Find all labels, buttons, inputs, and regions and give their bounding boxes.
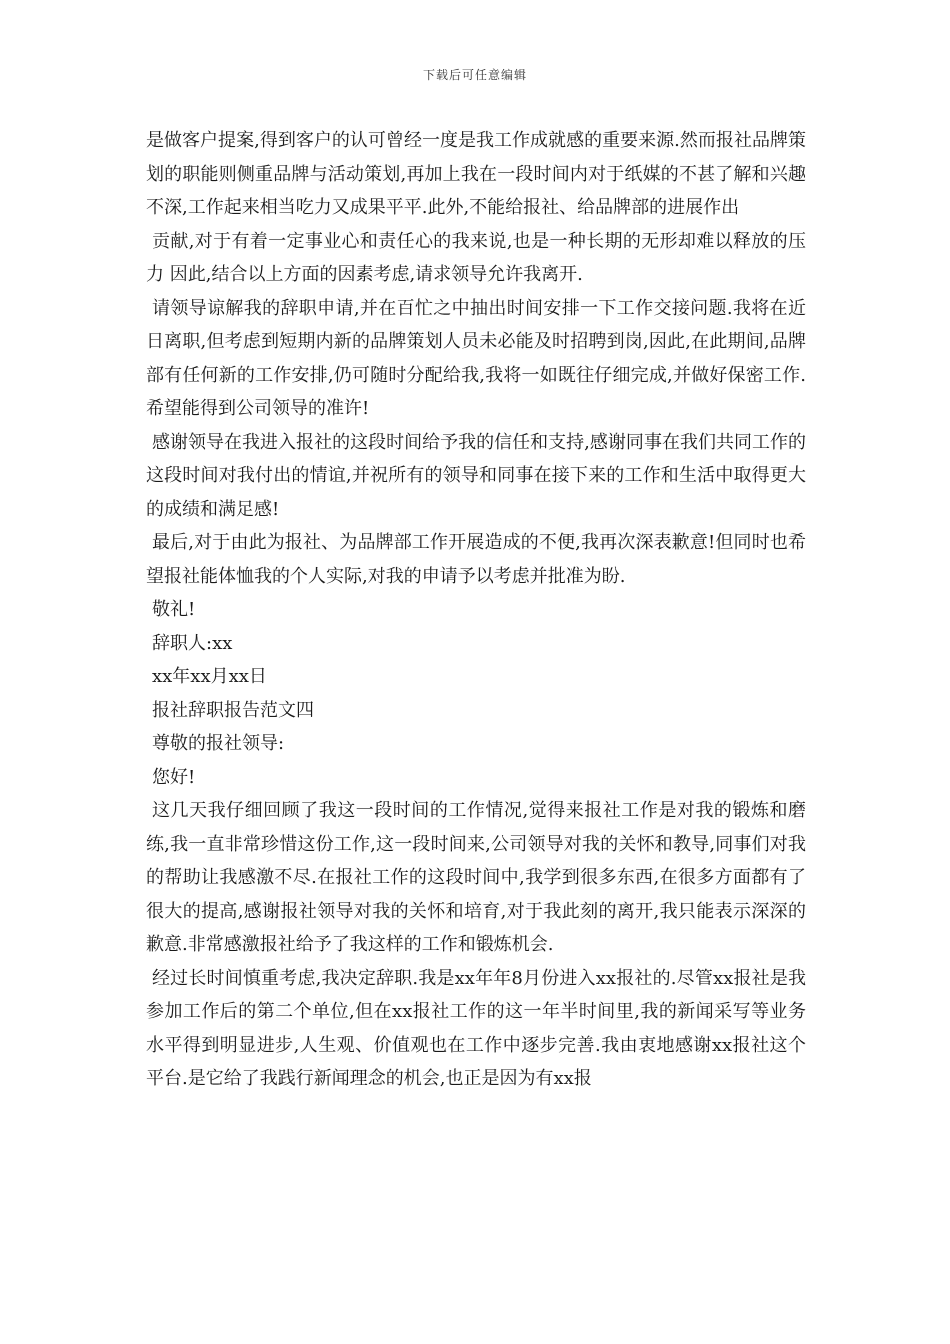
paragraph-1: 是做客户提案,得到客户的认可曾经一度是我工作成就感的重要来源.然而报社品牌策划的职能则侧重品牌与活动策划,再加上我在一段时间内对于纸媒的不甚了解和兴趣不深,工作起来相当吃力又成果平平.此外,不能给报社、给品牌部的进展作出 bbox=[146, 130, 806, 218]
addressee-line: 尊敬的报社领导: bbox=[152, 733, 285, 754]
document-body bbox=[146, 124, 806, 1096]
salute-line: 敬礼! bbox=[152, 599, 196, 620]
section-title: 报社辞职报告范文四 bbox=[152, 699, 314, 721]
paragraph-2: 贡献,对于有着一定事业心和责任心的我来说,也是一种长期的无形却难以释放的压力 因此,结合以上方面的因素考虑,请求领导允许我离开. bbox=[146, 230, 806, 285]
signer-line: 辞职人:xx bbox=[152, 632, 233, 654]
paragraph-5: 最后,对于由此为报社、为品牌部工作开展造成的不便,我再次深表歉意!但同时也希望报社能体恤我的个人实际,对我的申请予以考虑并批准为盼. bbox=[146, 532, 806, 587]
paragraph-6: 这几天我仔细回顾了我这一段时间的工作情况,觉得来报社工作是对我的锻炼和磨练,我一直非常珍惜这份工作,这一段时间来,公司领导对我的关怀和教导,同事们对我的帮助让我感激不尽.在报社工作的这段时间中,我学到很多东西,在很多方面都有了很大的提高,感谢报社领导对我的关怀和培育,对于我此刻的离开,我只能表示深深的歉意.非常感激报社给予了我这样的工作和锻炼机会. bbox=[146, 800, 806, 955]
header-note: 下载后可任意编辑 bbox=[422, 68, 527, 82]
paragraph-4: 感谢领导在我进入报社的这段时间给予我的信任和支持,感谢同事在我们共同工作的这段时间对我付出的情谊,并祝所有的领导和同事在接下来的工作和生活中取得更大的成绩和满足感! bbox=[146, 431, 806, 520]
greeting-line: 您好! bbox=[152, 766, 196, 788]
paragraph-7: 经过长时间慎重考虑,我决定辞职.我是xx年年8月份进入xx报社的.尽管xx报社是我参加工作后的第二个单位,但在xx报社工作的这一年半时间里,我的新闻采写等业务水平得到明显进步,人生观、价值观也在工作中逐步完善.我由衷地感谢xx报社这个平台.是它给了我践行新闻理念的机会,也正是因为有xx报 bbox=[146, 967, 806, 1089]
paragraph-3: 请领导谅解我的辞职申请,并在百忙之中抽出时间安排一下工作交接问题.我将在近日离职,但考虑到短期内新的品牌策划人员未必能及时招聘到岗,因此,在此期间,品牌部有任何新的工作安排,仍可随时分配给我,我将一如既往仔细完成,并做好保密工作.希望能得到公司领导的准许! bbox=[146, 297, 806, 419]
date-line: xx年xx月xx日 bbox=[152, 666, 267, 687]
